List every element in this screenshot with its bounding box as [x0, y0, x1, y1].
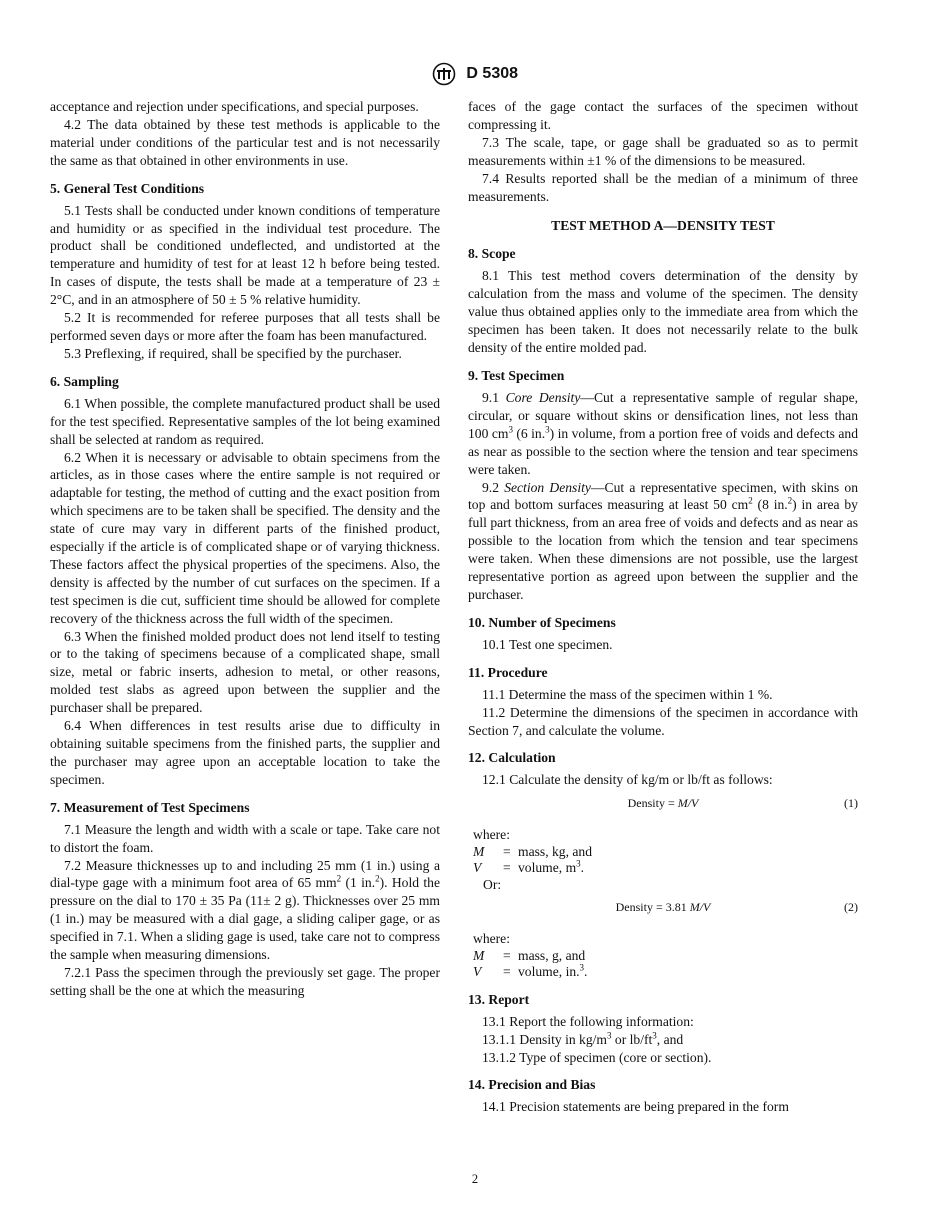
- equation-number: (2): [844, 900, 858, 915]
- paragraph-continued: faces of the gage contact the surfaces of the specimen without compressing it.: [468, 99, 858, 132]
- equation-2: Density = 3.81 M/V (2): [468, 899, 858, 917]
- page-number: 2: [471, 1172, 479, 1186]
- paragraph-5-1: 5.1 Tests shall be conducted under known conditions of temperature and humidity or as specified in the individual test procedure. The product shall be conditioned undeflected, and undistorted at the temperature and humidity of test for at least 12 h before being tested. In cases of dispute, the tests shall be made at a temperature of 23 ± 2°C, and in an atmosphere of 50 ± 5 % relative humidity.: [50, 202, 440, 308]
- page-header: [0, 62, 950, 86]
- section-heading-7: 7. Measurement of Test Specimens: [50, 799, 250, 815]
- section-heading-6: 6. Sampling: [50, 373, 119, 389]
- paragraph-6-2: 6.2 When it is necessary or advisable to obtain specimens from the articles, as in those cases where the entire sample is not required or adaptable for testing, the method of cutting and the exact position from which specimens are to be taken shall be specified. The density and the state of cure may vary in different parts of the finished product, especially if the article is of complicated shape or of varying thickness. These factors affect the physical properties of the specimens. Also, the density is affected by the number of cut surfaces on the specimen. If a test specimen is die cut, sufficient time should be allowed for complete recovery of the thickness across the full width of the specimen.: [50, 449, 440, 626]
- right-column: [468, 98, 858, 1116]
- section-heading-11: 11. Procedure: [468, 664, 548, 680]
- paragraph-13-1-1: 13.1.1 Density in $kg/m^3$ or $lb/ft^3$, and: [482, 1030, 684, 1047]
- paragraph-5-3: 5.3 Preflexing, if required, shall be specified by the purchaser.: [64, 345, 402, 361]
- paragraph-12-1: 12.1 Calculate the density of kg/m or lb/ft as follows:: [482, 772, 773, 788]
- paragraph-7-1: 7.1 Measure the length and width with a scale or tape. Take care not to distort the foam.: [50, 821, 440, 855]
- test-method-title: TEST METHOD A—DENSITY TEST: [551, 218, 775, 234]
- paragraph-9-1: 9.1 Core Density—Cut a representative sample of regular shape, circular, or square without skins or densification lines, not less than 100 $cm^3$ (6 in.$^3$) in volume, from a portion free of voids and defects and as near as possible to the section where the tension and tear specimens were taken.: [468, 389, 859, 477]
- paragraph-7-3: 7.3 The scale, tape, or gage shall be graduated so as to permit measurements within ±1 % of the dimensions to be measured.: [468, 134, 858, 168]
- paragraph-7-2: 7.2 Measure thicknesses up to and including 25 mm (1 in.) using a dial-type gage with a minimum foot area of 65 $mm^2$ (1 in.$^2$). Hold the pressure on the dial to 170 ± 35 Pa (11± 2 g). Thicknesses over 25 mm (1 in.) may be measured with a dial gage, a sliding caliper gage, or as specified in 7.1. When a sliding gage is used, take care not to compress the sample when measuring dimensions.: [50, 857, 440, 963]
- section-heading-10: 10. Number of Specimens: [468, 614, 616, 630]
- section-heading-8: 8. Scope: [468, 246, 516, 262]
- paragraph-8-1: 8.1 This test method covers determination of the density by calculation from the mass and volume of the specimen. The density value thus obtained applies only to the immediate area from which the specimen has been taken. It does not necessarily relate to the bulk density of the entire molded pad.: [468, 268, 858, 356]
- paragraph-14-1: 14.1 Precision statements are being prepared in the form: [482, 1099, 789, 1115]
- paragraph-10-1: 10.1 Test one specimen.: [482, 636, 613, 652]
- paragraph-9-2: 9.2 Section Density—Cut a representative specimen, with skins on top and bottom surfaces measuring at least 50 $cm^2$ (8 in.$^2$) in area by full part thickness, from an area free of voids and defects and as near as possible to the location from which the tension and tear specimens were taken. When these dimensions are not possible, use the largest representative portion as agreed upon between the supplier and the purchaser.: [468, 479, 859, 602]
- paragraph-5-2: 5.2 It is recommended for referee purposes that all tests shall be performed seven days or more after the foam has been manufactured.: [50, 310, 440, 343]
- standard-designation: D 5308: [466, 65, 519, 82]
- paragraph: acceptance and rejection under specifications, and special purposes.: [50, 99, 419, 114]
- section-heading-5: 5. General Test Conditions: [50, 180, 205, 196]
- paragraph-6-1: 6.1 When possible, the complete manufactured product shall be used for the test specified. Representative samples of the lot being examined shall be selected at random as required.: [50, 395, 440, 447]
- section-heading-14: 14. Precision and Bias: [468, 1077, 596, 1093]
- paragraph-6-3: 6.3 When the finished molded product does not lend itself to testing or to the taking of specimens because of a complicated shape, small size, metal or fabric inserts, adhesion to metal, or other reasons, molded test slabs as agreed upon between the supplier and the purchaser shall be prepared.: [50, 628, 440, 716]
- paragraph-11-2: 11.2 Determine the dimensions of the specimen in accordance with Section 7, and calculate the volume.: [468, 704, 858, 738]
- equation-1: Density = M/V (1): [468, 795, 858, 813]
- paragraph-13-1-2: 13.1.2 Type of specimen (core or section).: [482, 1049, 712, 1065]
- left-column: [50, 98, 440, 1000]
- section-heading-12: 12. Calculation: [468, 750, 556, 766]
- paragraph-7-4: 7.4 Results reported shall be the median of a minimum of three measurements.: [468, 170, 858, 204]
- variable-definitions-1: where: M = mass, kg, and V = volume, $m^3$. Or:: [473, 827, 593, 892]
- astm-logo-icon: [432, 62, 456, 86]
- variable-definitions-2: where: M = mass, g, and V = volume, in.$^3$.: [473, 931, 588, 980]
- paragraph-13-1: 13.1 Report the following information:: [482, 1013, 694, 1029]
- paragraph-11-1: 11.1 Determine the mass of the specimen within 1 %.: [482, 686, 773, 702]
- section-heading-13: 13. Report: [468, 991, 530, 1007]
- paragraph-4-2: 4.2 The data obtained by these test methods is applicable to the material under conditions of the particular test and is not necessarily the same as that obtained in other environments in use.: [50, 116, 440, 168]
- section-heading-9: 9. Test Specimen: [468, 367, 565, 383]
- equation-number: (1): [844, 796, 858, 811]
- paragraph-6-4: 6.4 When differences in test results arise due to difficulty in obtaining suitable specimens from the finished parts, the supplier and the purchaser may agree upon an acceptable location to take the specimen.: [50, 718, 440, 787]
- paragraph-7-2-1: 7.2.1 Pass the specimen through the previously set gage. The proper setting shall be the one at which the measuring: [50, 964, 440, 998]
